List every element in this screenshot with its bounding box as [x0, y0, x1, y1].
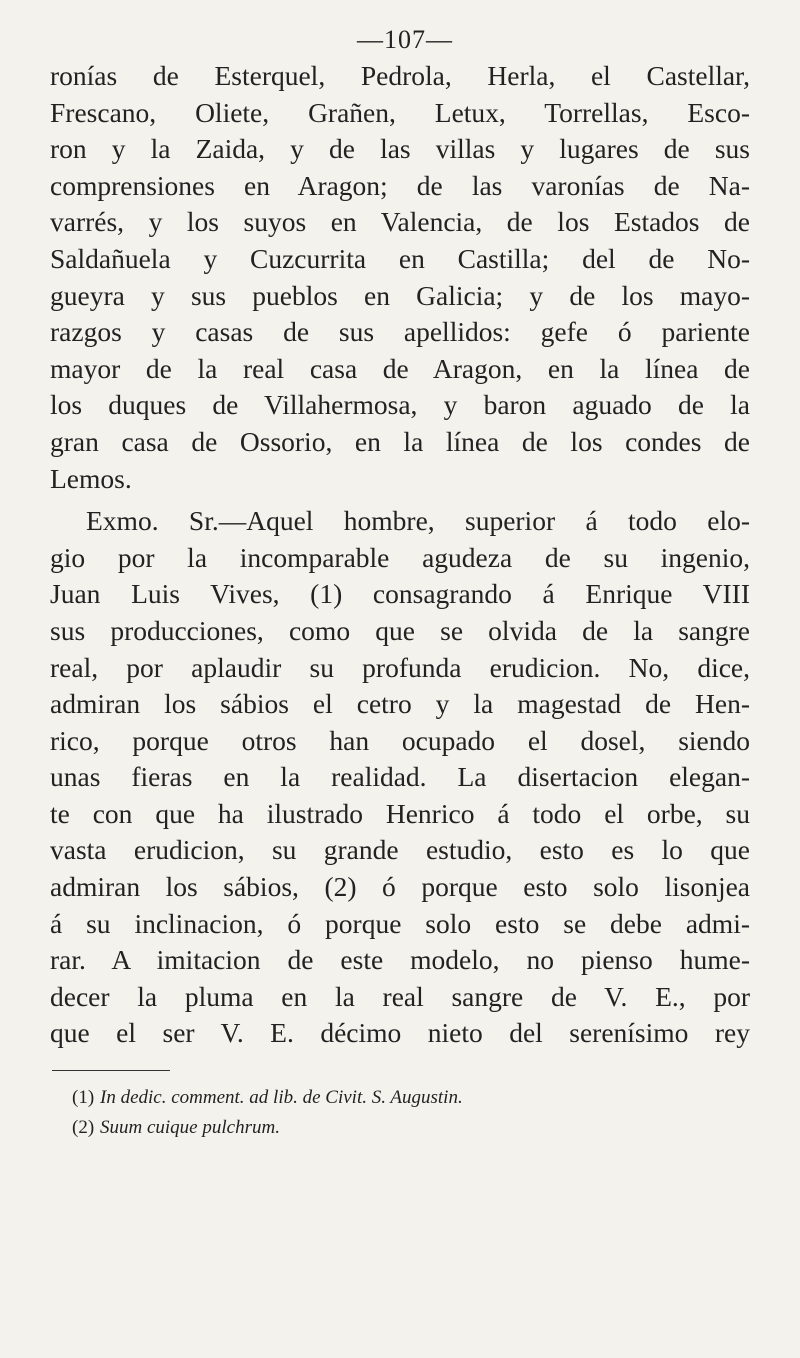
text-line: gueyra y sus pueblos en Galicia; y de los mayo- [50, 279, 750, 311]
text-line: Juan Luis Vives, (1) consagrando á Enrique VIII [50, 578, 750, 610]
paragraph-1 [50, 58, 750, 497]
footnote-text: Suum cuique pulchrum. [100, 1117, 280, 1139]
text-line: gran casa de Ossorio, en la línea de los condes de [50, 425, 750, 457]
text-line: ronías de Esterquel, Pedrola, Herla, el Castellar, [50, 60, 750, 91]
text-line: los duques de Villahermosa, y baron aguado de la [50, 389, 750, 421]
page-number: —107— [357, 25, 453, 54]
text-line: Exmo. Sr.—Aquel hombre, superior á todo elo- [86, 505, 750, 537]
text-line: Lemos. [50, 462, 132, 494]
text-line: que el ser V. E. décimo nieto del serenísimo rey [50, 1017, 750, 1049]
text-line: sus producciones, como que se olvida de la sangre [50, 614, 750, 646]
text-line: razgos y casas de sus apellidos: gefe ó pariente [50, 316, 750, 348]
text-line: real, por aplaudir su profunda erudicion. No, dice, [50, 651, 750, 683]
footnote-number: (1) [72, 1087, 95, 1109]
footnote-text: In dedic. comment. ad lib. de Civit. S. Augustin. [100, 1087, 463, 1109]
footnotes [50, 1083, 750, 1143]
text-line: gio por la incomparable agudeza de su ingenio, [50, 541, 750, 573]
text-line: admiran los sábios, (2) ó porque esto solo lisonjea [50, 871, 750, 903]
footnote-divider [52, 1070, 170, 1071]
text-line: rico, porque otros han ocupado el dosel, siendo [50, 724, 750, 756]
text-line: Frescano, Oliete, Grañen, Letux, Torrellas, Esco- [50, 96, 750, 128]
text-line: vasta erudicion, su grande estudio, esto es lo que [50, 834, 750, 866]
text-line: comprensiones en Aragon; de las varonías de Na- [50, 169, 750, 201]
footnote-number: (2) [72, 1117, 95, 1139]
text-line: á su inclinacion, ó porque solo esto se debe admi- [50, 907, 750, 939]
text-line: Saldañuela y Cuzcurrita en Castilla; del de No- [50, 242, 750, 274]
text-line: mayor de la real casa de Aragon, en la línea de [50, 352, 750, 384]
text-line: rar. A imitacion de este modelo, no pienso hume- [50, 944, 750, 976]
book-page [50, 22, 750, 1143]
text-line: ron y la Zaida, y de las villas y lugares de sus [50, 133, 750, 165]
paragraph-2 [50, 503, 750, 1052]
text-line: varrés, y los suyos en Valencia, de los Estados de [50, 206, 750, 238]
text-line: te con que ha ilustrado Henrico á todo el orbe, su [50, 797, 750, 829]
text-line: decer la pluma en la real sangre de V. E., por [50, 980, 750, 1012]
footnote-1 [50, 1083, 750, 1113]
text-line: admiran los sábios el cetro y la magestad de Hen- [50, 688, 750, 720]
footnote-2 [50, 1113, 750, 1143]
text-line: unas fieras en la realidad. La disertacion elegan- [50, 761, 750, 793]
